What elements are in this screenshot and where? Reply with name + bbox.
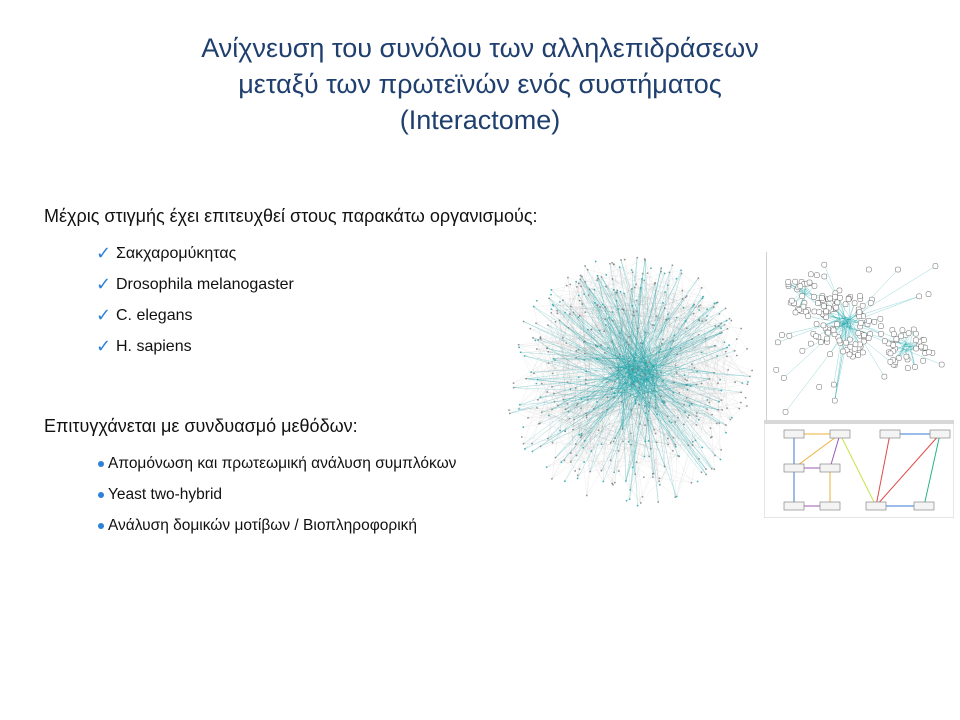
method-label: Yeast two-hybrid xyxy=(108,485,223,503)
checkmark-icon: ✓ xyxy=(96,243,112,263)
checkmark-icon: ✓ xyxy=(96,336,112,356)
title-line-2: μεταξύ των πρωτεϊνών ενός συστήματος xyxy=(238,69,722,99)
list-item xyxy=(96,269,294,300)
method-label: Ανάλυση δομικών μοτίβων / Βιοπληροφορική xyxy=(108,516,418,534)
organism-label: C. elegans xyxy=(116,306,193,324)
list-item xyxy=(96,331,294,362)
title-line-1: Ανίχνευση του συνόλου των αλληλεπιδράσεων xyxy=(201,33,759,63)
list-item xyxy=(96,238,294,269)
cluster-nodes xyxy=(774,262,944,414)
organism-label: H. sapiens xyxy=(116,337,192,355)
methods-list xyxy=(98,448,456,541)
method-label: Απομόνωση και πρωτεωμική ανάλυση συμπλόκων xyxy=(108,454,457,472)
slide-title xyxy=(120,30,840,138)
organisms-heading: Μέχρις στιγμής έχει επιτευχθεί στους παρακάτω οργανισμούς: xyxy=(44,206,538,226)
interactome-network-image xyxy=(496,250,762,520)
list-item xyxy=(98,448,456,479)
bullet-icon xyxy=(98,492,104,498)
organism-label: Drosophila melanogaster xyxy=(116,275,294,293)
subnetwork-diagram-image xyxy=(764,420,954,518)
methods-heading: Επιτυγχάνεται με συνδυασμό μεθόδων: xyxy=(44,416,358,436)
checkmark-icon: ✓ xyxy=(96,274,112,294)
cluster-network-image xyxy=(766,252,952,420)
list-item xyxy=(98,510,456,541)
list-item xyxy=(96,300,294,331)
organism-label: Σακχαρομύκητας xyxy=(116,244,237,262)
bullet-icon xyxy=(98,523,104,529)
checkmark-icon: ✓ xyxy=(96,305,112,325)
list-item xyxy=(98,479,456,510)
organisms-list xyxy=(96,238,294,362)
title-line-3: (Interactome) xyxy=(399,105,561,135)
bullet-icon xyxy=(98,461,104,467)
